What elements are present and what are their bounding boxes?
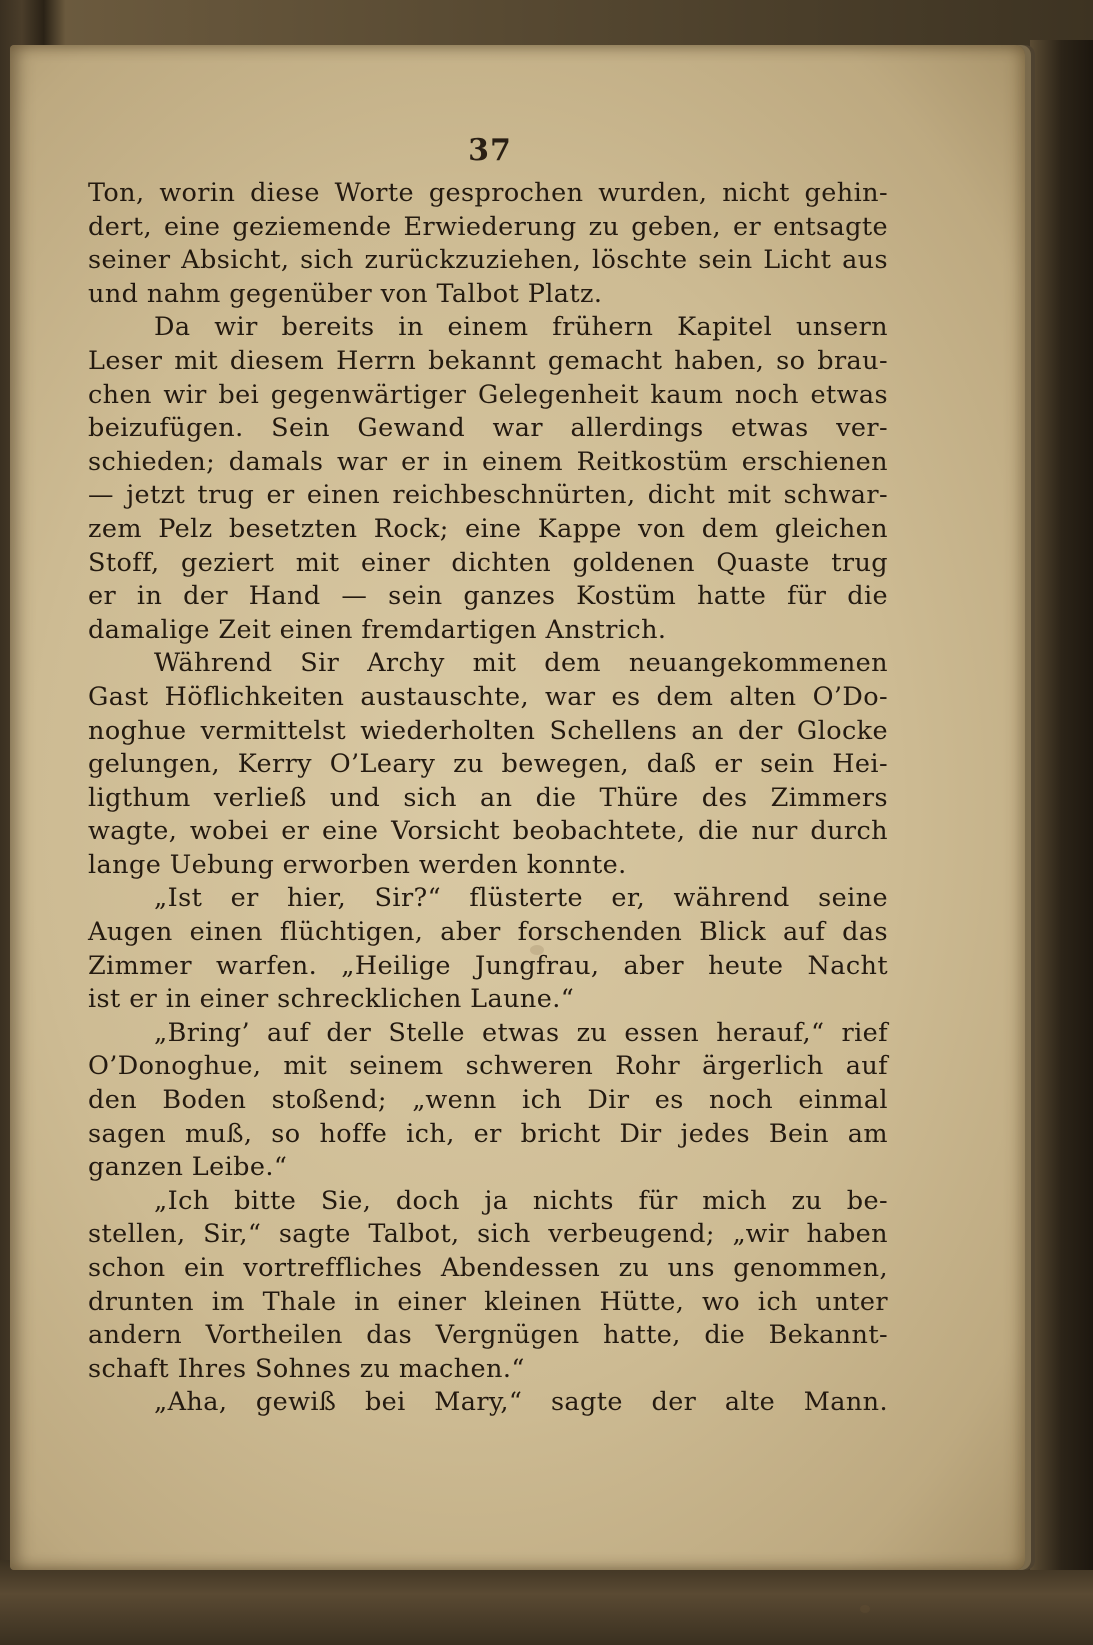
text-line: ist er in einer schrecklichen Laune.“ — [88, 984, 575, 1015]
text-line: den Boden stoßend; „wenn ich Dir es noch einmal — [88, 1085, 888, 1116]
text-line: „Ich bitte Sie, doch ja nichts für mich zu be- — [154, 1185, 888, 1216]
text-line: wagte, wobei er eine Vorsicht beobachtete, die nur durch — [88, 816, 888, 847]
text-line: Augen einen flüchtigen, aber forschenden Blick auf das — [88, 917, 888, 948]
body-text — [88, 177, 888, 1420]
text-line: Stoff, geziert mit einer dichten goldenen Quaste trug — [88, 547, 888, 578]
paper-stain — [860, 1605, 870, 1613]
text-line: gelungen, Kerry O’Leary zu bewegen, daß er sein Hei- — [88, 749, 888, 780]
text-line: „Bring’ auf der Stelle etwas zu essen herauf,“ rief — [154, 1017, 888, 1048]
text-line: ligthum verließ und sich an die Thüre des Zimmers — [88, 782, 888, 813]
text-line: Gast Höflichkeiten austauschte, war es dem alten O’Do- — [88, 681, 888, 712]
text-line: „Ist er hier, Sir?“ flüsterte er, während seine — [154, 883, 888, 914]
text-line: schaft Ihres Sohnes zu machen.“ — [88, 1353, 525, 1384]
text-line: stellen, Sir,“ sagte Talbot, sich verbeugend; „wir haben — [88, 1219, 888, 1250]
book-bottom-edge — [0, 1560, 1093, 1645]
text-line: chen wir bei gegenwärtiger Gelegenheit kaum noch etwas — [88, 379, 888, 410]
text-line: Leser mit diesem Herrn bekannt gemacht haben, so brau- — [88, 345, 888, 376]
text-line: Ton, worin diese Worte gesprochen wurden, nicht gehin- — [88, 178, 888, 208]
text-line: seiner Absicht, sich zurückzuziehen, löschte sein Licht aus — [88, 245, 888, 276]
text-line: zem Pelz besetzten Rock; eine Kappe von dem gleichen — [88, 513, 888, 544]
text-line: „Aha, gewiß bei Mary,“ sagte der alte Mann. — [154, 1387, 888, 1418]
text-line: beizufügen. Sein Gewand war allerdings etwas ver- — [88, 413, 888, 444]
text-line: drunten im Thale in einer kleinen Hütte, wo ich unter — [88, 1286, 888, 1317]
text-line: lange Uebung erworben werden konnte. — [88, 849, 627, 880]
text-line: sagen muß, so hoffe ich, er bricht Dir jedes Bein am — [88, 1118, 888, 1149]
text-line: andern Vortheilen das Vergnügen hatte, die Bekannt- — [88, 1320, 888, 1351]
text-line: er in der Hand — sein ganzes Kostüm hatte für die — [88, 581, 888, 612]
text-line: schieden; damals war er in einem Reitkostüm erschienen — [88, 446, 888, 477]
book-right-board — [1030, 40, 1093, 1570]
page-number: 37 — [468, 133, 512, 168]
book-page — [10, 45, 1025, 1570]
text-line: und nahm gegenüber von Talbot Platz. — [88, 278, 603, 309]
text-line: schon ein vortreffliches Abendessen zu uns genommen, — [88, 1253, 888, 1283]
text-line: damalige Zeit einen fremdartigen Anstrich. — [88, 614, 667, 645]
text-line: dert, eine geziemende Erwiederung zu geben, er entsagte — [88, 211, 888, 242]
text-line: — jetzt trug er einen reichbeschnürten, dicht mit schwar- — [88, 480, 888, 511]
text-line: ganzen Leibe.“ — [88, 1152, 288, 1183]
text-line: noghue vermittelst wiederholten Schellens an der Glocke — [88, 715, 888, 746]
text-line: O’Donoghue, mit seinem schweren Rohr ärgerlich auf — [88, 1051, 888, 1082]
text-line: Da wir bereits in einem frühern Kapitel unsern — [154, 312, 888, 343]
text-line: Zimmer warfen. „Heilige Jungfrau, aber heute Nacht — [88, 950, 888, 981]
text-line: Während Sir Archy mit dem neuangekommenen — [154, 648, 888, 679]
